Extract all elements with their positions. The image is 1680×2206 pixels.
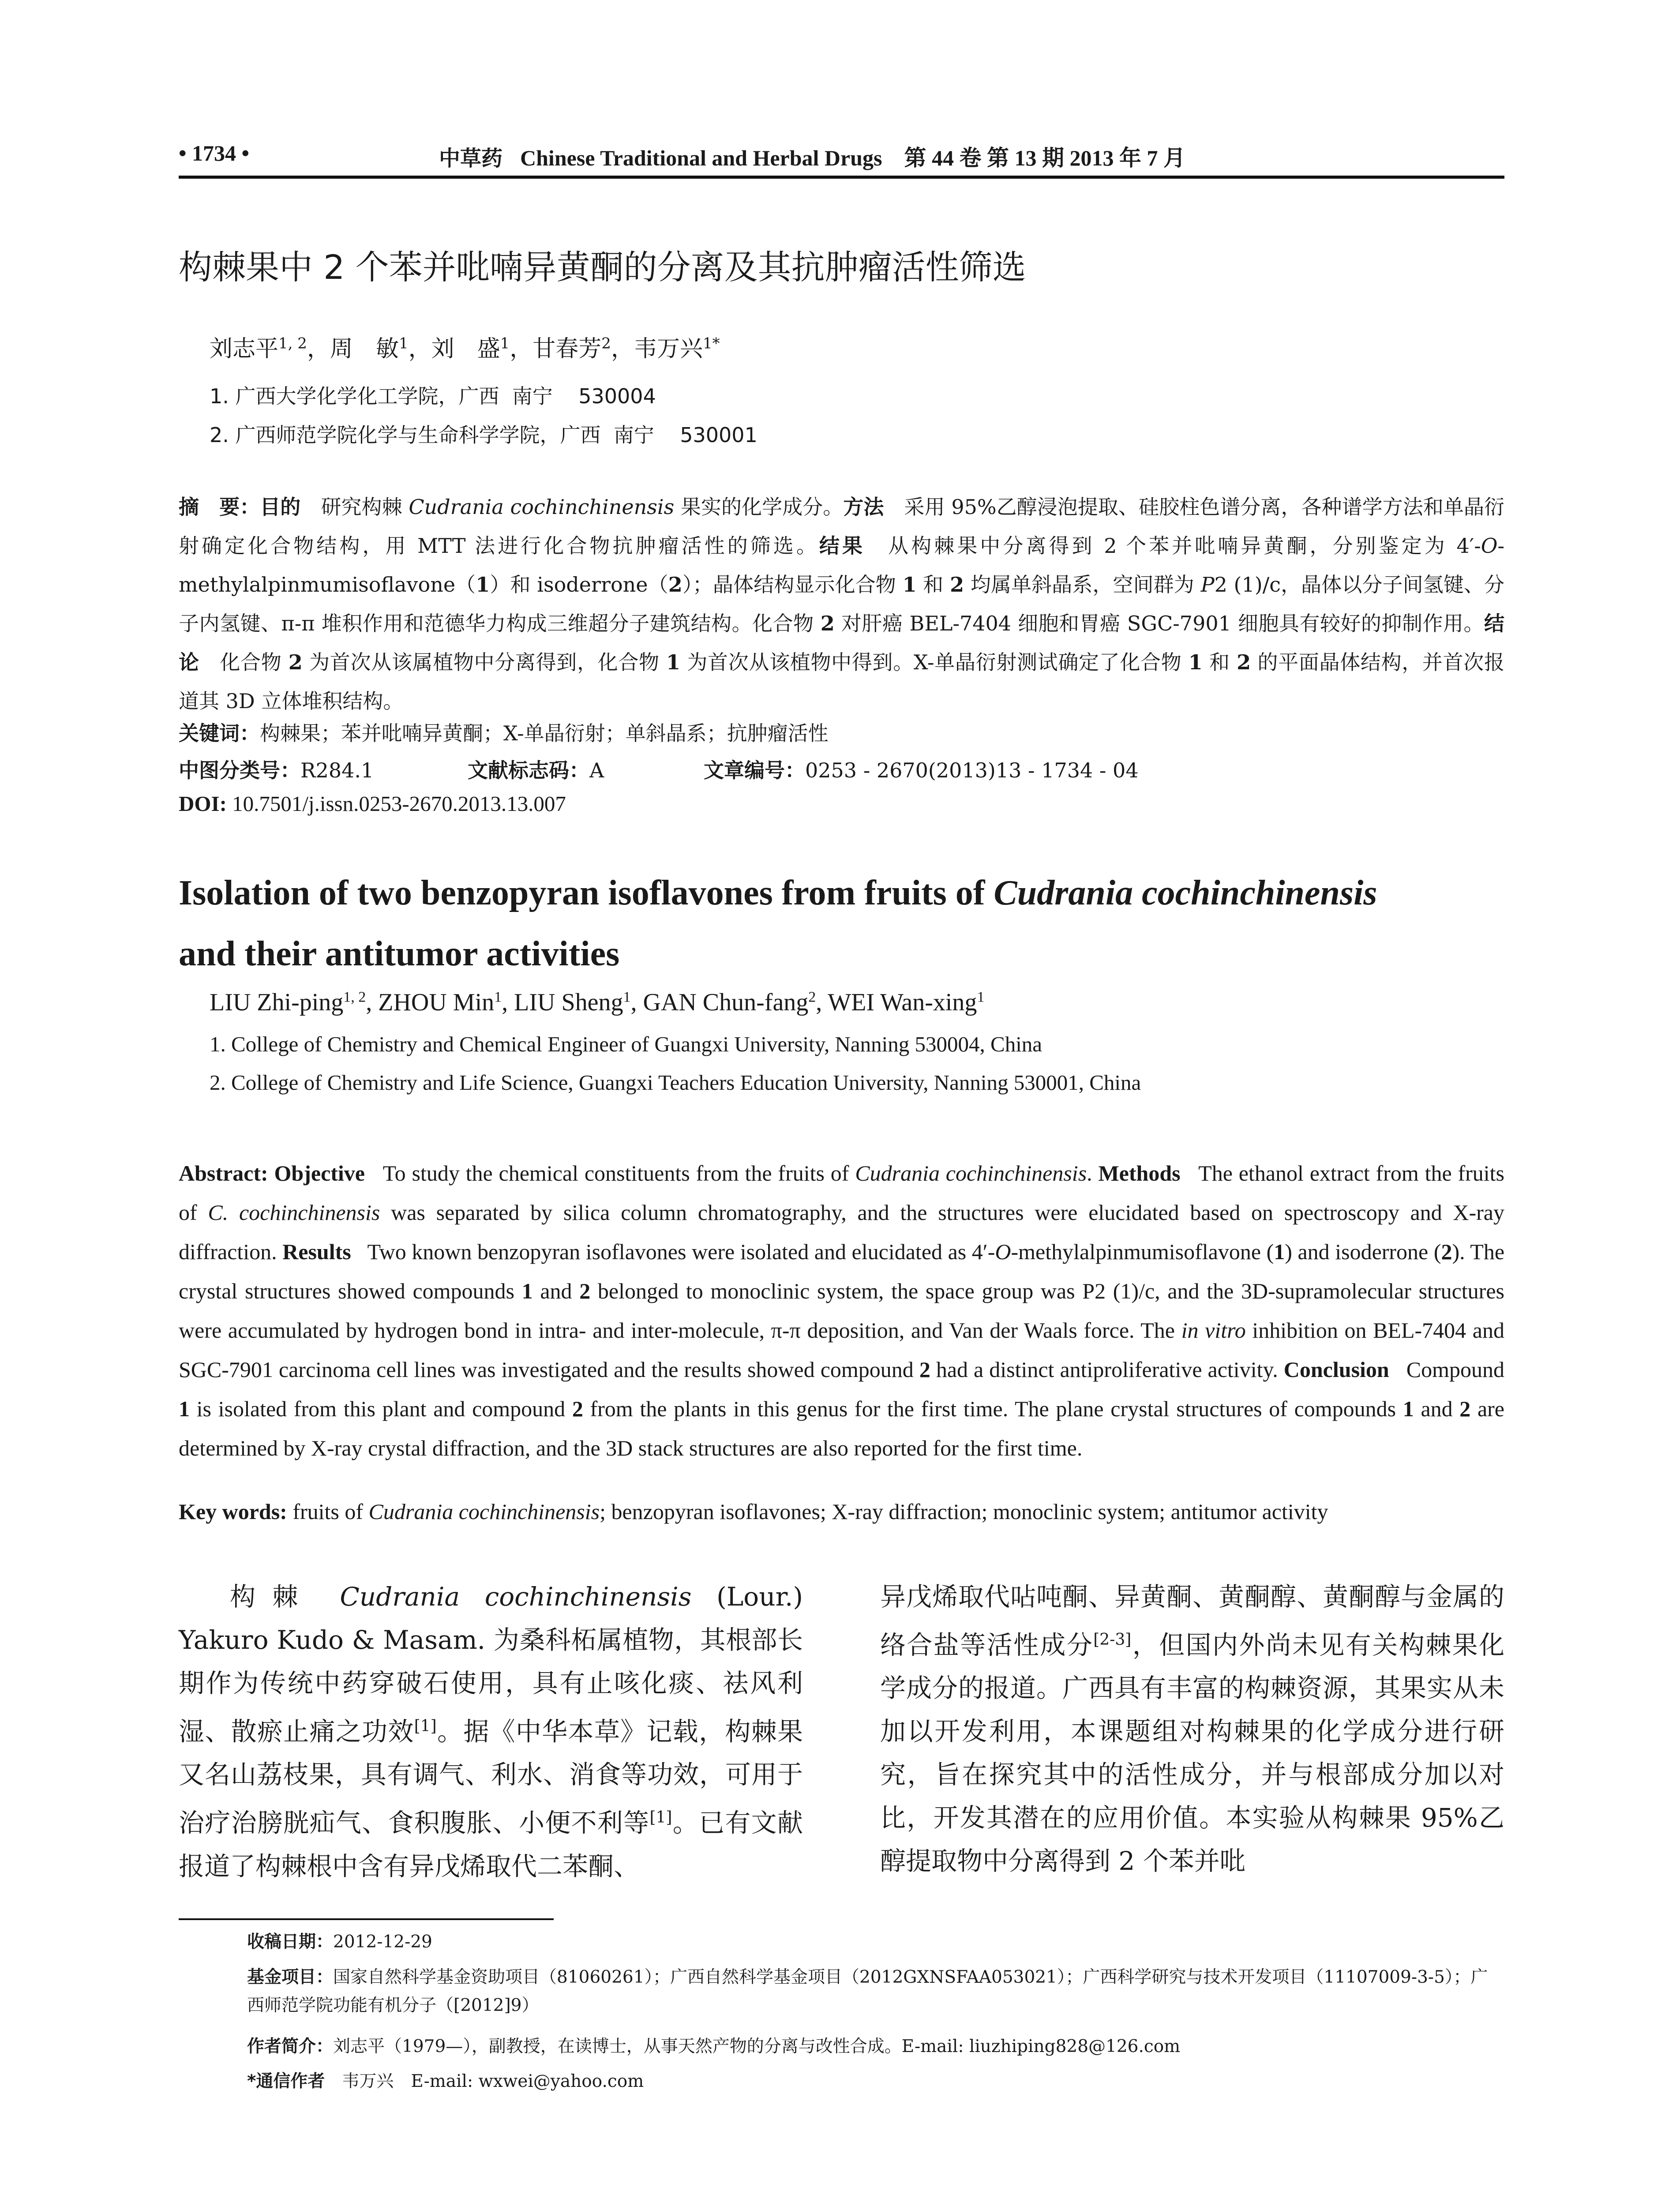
body-text: 。据《中华本草》记载，构棘果又名山荔枝果，具有调气、利水、消食等功效，可用于治疗治膀胱疝气、食积腹胀、小便不利等: [179, 1716, 803, 1838]
author-name: 甘春芳: [532, 336, 602, 362]
compound-number: 2: [919, 1357, 930, 1382]
abstract-text: ）和 isoderrone（: [490, 573, 668, 597]
results-label: Results: [282, 1239, 351, 1264]
abstract-text: 为首次从该植物中得到。X-单晶衍射测试确定了化合物: [680, 650, 1189, 674]
author-name: ZHOU Min: [378, 989, 495, 1016]
compound-number: 1: [1402, 1396, 1414, 1421]
abstract-text: 和: [916, 573, 950, 597]
footnote-label: *通信作者: [247, 2071, 325, 2091]
affiliation-cn-2: 2. 广西师范学院化学与生命科学学院，广西 南宁 530001: [210, 423, 758, 447]
abstract-text: -methylalpinmumisoflavone (: [1011, 1239, 1274, 1264]
compound-number: 1: [902, 573, 917, 597]
page-number: • 1734 •: [179, 141, 250, 165]
footnote-rule: [179, 1918, 554, 1920]
author-affil-mark: 1: [494, 989, 502, 1005]
clc-value: R284.1: [300, 758, 374, 782]
affiliation-en-2: 2. College of Chemistry and Life Science, Guangxi Teachers Education University, Nanning 530001, China: [210, 1070, 1141, 1095]
compound-number: 1: [1188, 650, 1203, 674]
clc-label: 中图分类号：: [179, 758, 300, 782]
author-affil-mark: 1, 2: [343, 989, 366, 1005]
abstract-text: ). The crystal structures showed compounds: [179, 1239, 1505, 1303]
abstract-text: .: [1087, 1161, 1092, 1186]
author-name: 刘志平: [210, 336, 279, 362]
abstract-text: in vitro: [1181, 1318, 1246, 1343]
title-en: [179, 863, 1511, 984]
footnote-label: 基金项目：: [247, 1967, 334, 1987]
methods-label: Methods: [1098, 1161, 1181, 1186]
journal-name: [439, 140, 1185, 172]
abstract-en: [179, 1154, 1504, 1468]
compound-number: 2: [950, 573, 964, 597]
compound-number: 2: [820, 612, 835, 635]
compound-number: 2: [1441, 1239, 1452, 1264]
abstract-text: 2 (1)/c，晶体以分子间氢键、分子内氢键、π-π 堆积作用和范德华力构成三维超分子建筑结构。化合物: [179, 573, 1505, 635]
footnote-received: [247, 1928, 1496, 1956]
footnote-text: 刘志平（1979—），副教授，在读博士，从事天然产物的分离与改性合成。E-mail: liuzhiping828@126.com: [333, 2037, 1181, 2056]
body-text: 构棘: [230, 1582, 340, 1612]
title-cn: 构棘果中 2 个苯并吡喃异黄酮的分离及其抗肿瘤活性筛选: [179, 248, 1026, 287]
article-no-label: 文章编号：: [704, 758, 805, 782]
abstract-text: 从构棘果中分离得到 2 个苯并吡喃异黄酮，分别鉴定为 4′-: [888, 534, 1481, 558]
species-name: Cudrania cochinchinensis: [409, 495, 675, 519]
species-name: C. cochinchinensis: [208, 1200, 380, 1225]
doc-code-label: 文献标志码：: [468, 758, 589, 782]
abstract-text: and: [1414, 1396, 1460, 1421]
methods-label: 方法: [843, 495, 884, 519]
abstract-text: 果实的化学成分。: [674, 495, 844, 519]
keywords-text: fruits of: [287, 1499, 369, 1524]
issue-info: 第 44 卷 第 13 期 2013 年 7 月: [904, 146, 1185, 170]
footnote-text: 韦万兴 E-mail: wxwei@yahoo.com: [325, 2071, 644, 2091]
abstract-text: 的平面晶体结构，并首次报道其 3D 立体堆积结构。: [179, 650, 1504, 713]
abstract-text: 均属单斜晶系，空间群为: [964, 573, 1201, 597]
body-column-left: [179, 1575, 803, 1888]
abstract-text: Compound: [1406, 1357, 1505, 1382]
doi-label: DOI:: [179, 792, 227, 816]
abstract-text: was separated by silica column chromatography, and the structures were elucidated based on spectroscopy and X-ray diffraction.: [179, 1200, 1504, 1264]
footnote-corresponding: [247, 2067, 1496, 2096]
author-affil-mark: 1: [398, 334, 409, 353]
header-rule: [179, 176, 1504, 179]
abstract-text: 研究构棘: [321, 495, 409, 519]
author-affil-mark: 1*: [702, 334, 720, 353]
doi-line: [179, 791, 566, 816]
abstract-text: Two known benzopyran isoflavones were isolated and elucidated as 4′-: [367, 1239, 995, 1264]
abstract-text: O: [1481, 534, 1498, 558]
citation-ref[interactable]: [2-3]: [1093, 1631, 1132, 1649]
article-no-line: [704, 754, 1139, 784]
abstract-text: To study the chemical constituents from the fruits of: [382, 1161, 855, 1186]
authors-en: LIU Zhi-ping$^{1, 2}$, ZHOU Min$^1$, LIU Sheng$^1$, GAN Chun-fang$^2$, WEI Wan-xing$^1$: [210, 989, 985, 1016]
compound-number: 2: [668, 573, 682, 597]
body-text: ，但国内外尚未见有关构棘果化学成分的报道。广西具有丰富的构棘资源，其果实从未加以开发利用，本课题组对构棘果的化学成分进行研究，旨在探究其中的活性成分，并与根部成分加以对比，开发其潜在的应用价值。本实验从构棘果 95%乙醇提取物中分离得到 2 个苯并吡: [880, 1630, 1504, 1876]
compound-number: 2: [1237, 650, 1251, 674]
results-label: 结果: [819, 534, 866, 558]
compound-number: 1: [179, 1396, 190, 1421]
abstract-text: and: [532, 1279, 580, 1303]
affiliation-en-1: 1. College of Chemistry and Chemical Engineer of Guangxi University, Nanning 530004, China: [210, 1032, 1042, 1056]
species-name: Cudrania cochinchinensis: [340, 1582, 692, 1612]
species-name: Cudrania cochinchinensis: [368, 1499, 600, 1524]
author-affil-mark: 1: [623, 989, 631, 1005]
footnote-label: 作者简介：: [247, 2037, 334, 2056]
author-affil-mark: 1: [977, 989, 985, 1005]
compound-number: 1: [521, 1279, 533, 1303]
abstract-text: 化合物: [220, 650, 289, 674]
footnote-label: 收稿日期：: [247, 1932, 334, 1952]
author-name: 刘 盛: [431, 336, 500, 362]
author-affil-mark: 2: [601, 334, 611, 353]
body-text: (Lour.) Yakuro Kudo & Masam. 为桑科柘属植物，其根部长期作为传统中药穿破石使用，具有止咳化痰、祛风利湿、散瘀止痛之功效: [179, 1582, 803, 1747]
body-column-right: [880, 1575, 1504, 1883]
compound-number: 1: [476, 573, 490, 597]
title-en-text: Isolation of two benzopyran isoflavones from fruits of: [179, 874, 994, 912]
objective-label: 目的: [260, 495, 301, 519]
journal-name-en: Chinese Traditional and Herbal Drugs: [520, 146, 882, 170]
doc-code-line: [468, 754, 604, 784]
abstract-label: Abstract: Objective: [179, 1161, 365, 1186]
author-name: WEI Wan-xing: [828, 989, 977, 1016]
abstract-text: ) and isoderrone (: [1285, 1239, 1441, 1264]
title-en-text: and their antitumor activities: [179, 934, 620, 973]
abstract-text: ）；晶体结构显示化合物: [682, 573, 903, 597]
keywords-en: [179, 1499, 1328, 1524]
footnote-funding: [247, 1963, 1496, 2020]
authors-cn: 刘志平$^{1, 2}$，周 敏$^1$，刘 盛$^1$，甘春芳$^2$，韦万兴$^{1*}$: [210, 334, 720, 362]
keywords-text: ; benzopyran isoflavones; X-ray diffraction; monoclinic system; antitumor activity: [600, 1499, 1328, 1524]
author-name: GAN Chun-fang: [643, 989, 809, 1016]
citation-ref[interactable]: [1]: [649, 1808, 672, 1827]
author-name: LIU Zhi-ping: [210, 989, 344, 1016]
abstract-text: O: [995, 1239, 1011, 1264]
conclusion-label: Conclusion: [1283, 1357, 1389, 1382]
body-text: 异戊烯取代呫吨酮、异黄酮、黄酮醇、黄酮醇与金属的络合盐等活性成分: [880, 1582, 1504, 1660]
body-text: 。已有文献报道了构棘根中含有异戊烯取代二苯酮、: [179, 1808, 803, 1881]
keywords-label: 关键词：: [179, 721, 260, 745]
doi-value: 10.7501/j.issn.0253-2670.2013.13.007: [226, 792, 566, 816]
abstract-text: had a distinct antiproliferative activity.: [930, 1357, 1278, 1382]
species-name: Cudrania cochinchinensis: [855, 1161, 1087, 1186]
compound-number: 1: [1274, 1239, 1285, 1264]
species-name: Cudrania cochinchinensis: [994, 874, 1377, 912]
abstract-text: are determined by X-ray crystal diffraction, and the 3D stack structures are also reported for the first time.: [179, 1396, 1504, 1460]
abstract-text: 采用 95%乙醇浸泡提取、硅胶柱色谱分离，各种谱学方法和单晶衍射确定化合物结构，用 MTT 法进行化合物抗肿瘤活性的筛选。: [179, 495, 1505, 558]
author-name: 周 敏: [330, 336, 399, 362]
conclusion-label: 结论: [179, 612, 1504, 674]
abstract-text: P: [1200, 573, 1215, 597]
abstract-text: The ethanol extract from the fruits of: [179, 1161, 1505, 1225]
abstract-text: -methylalpinmumisoflavone（: [179, 534, 1505, 597]
abstract-text: 对肝癌 BEL-7404 细胞和胃癌 SGC-7901 细胞具有较好的抑制作用。: [834, 612, 1484, 635]
footnote-text: 国家自然科学基金资助项目（81060261）；广西自然科学基金项目（2012GXNSFAA053021）；广西科学研究与技术开发项目（11107009-3-5）；广西师范学院功能有机分子（[2012]9）: [247, 1967, 1488, 2015]
author-affil-mark: 1, 2: [278, 334, 307, 353]
abstract-text: is isolated from this plant and compound: [190, 1396, 572, 1421]
journal-name-cn: 中草药: [439, 146, 503, 171]
keywords-label: Key words:: [179, 1499, 287, 1524]
abstract-text: 和: [1202, 650, 1237, 674]
compound-number: 2: [579, 1279, 591, 1303]
compound-number: 1: [666, 650, 681, 674]
article-no-value: 0253 - 2670(2013)13 - 1734 - 04: [805, 758, 1139, 782]
author-affil-mark: 1: [500, 334, 510, 353]
author-name: 韦万兴: [634, 336, 703, 362]
author-affil-mark: 2: [808, 989, 816, 1005]
compound-number: 2: [1459, 1396, 1471, 1421]
classification-line: [179, 754, 374, 784]
compound-number: 2: [288, 650, 303, 674]
author-name: LIU Sheng: [514, 989, 623, 1016]
citation-ref[interactable]: [1]: [414, 1717, 437, 1735]
abstract-text: inhibition on BEL-7404 and SGC-7901 carcinoma cell lines was investigated and the results showed compound: [179, 1318, 1504, 1382]
doc-code-value: A: [589, 758, 604, 782]
abstract-text: 为首次从该属植物中分离得到，化合物: [302, 650, 667, 674]
footnote-author-bio: [247, 2033, 1496, 2061]
compound-number: 2: [572, 1396, 583, 1421]
footnote-text: 2012-12-29: [333, 1932, 432, 1952]
abstract-label: 摘 要：: [179, 495, 260, 519]
affiliation-cn-1: 1. 广西大学化学化工学院，广西 南宁 530004: [210, 384, 656, 408]
keywords-cn: [179, 717, 829, 747]
abstract-cn: [179, 488, 1504, 720]
abstract-text: from the plants in this genus for the first time. The plane crystal structures of compounds: [583, 1396, 1403, 1421]
abstract-text: belonged to monoclinic system, the space group was P2 (1)/c, and the 3D-supramolecular structures were accumulated by hydrogen bond in intra- and inter-molecule, π-π deposition, and Van der Waals force. The: [179, 1279, 1504, 1343]
keywords-text: 构棘果；苯并吡喃异黄酮；X-单晶衍射；单斜晶系；抗肿瘤活性: [260, 721, 829, 745]
